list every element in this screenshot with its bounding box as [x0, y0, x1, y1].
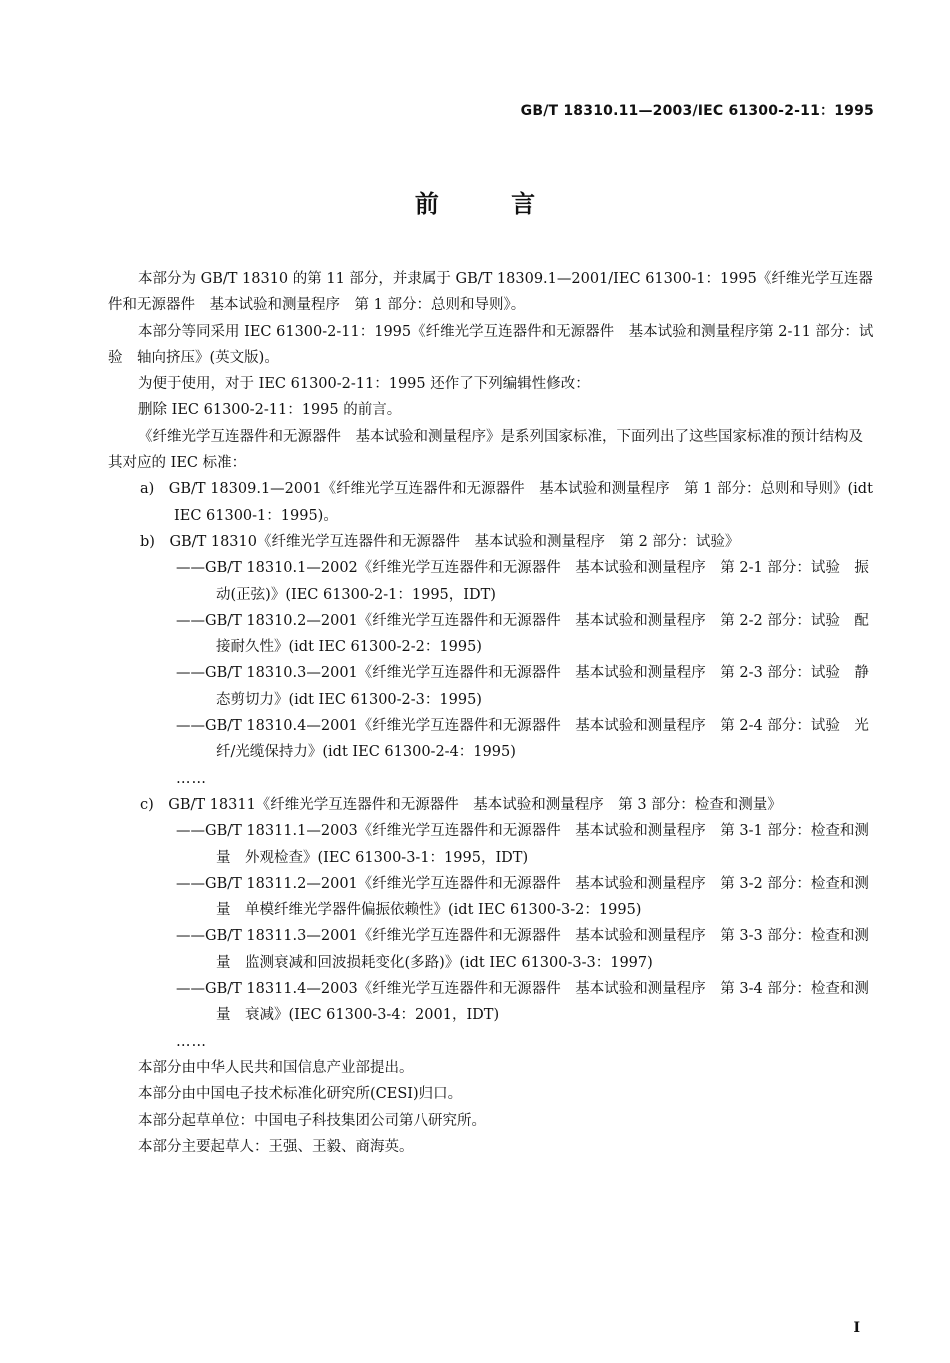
- list-item-c-1: ——GB/T 18311.1—2003《纤维光学互连器件和无源器件 基本试验和测量程序 第 3-1 部分：检查和测量 外观检查》(IEC 61300-3-1：1995，IDT): [176, 823, 869, 866]
- paragraph-2: 本部分等同采用 IEC 61300-2-11：1995《纤维光学互连器件和无源器件 基本试验和测量程序第 2-11 部分：试验 轴向挤压》(英文版)。: [108, 323, 874, 366]
- ellipsis-b: ……: [176, 770, 207, 787]
- closing-drafters: 本部分主要起草人：王强、王毅、商海英。: [138, 1138, 414, 1155]
- list-item-b: b) GB/T 18310《纤维光学互连器件和无源器件 基本试验和测量程序 第 2 部分：试验》: [140, 533, 740, 550]
- list-item-b-1: ——GB/T 18310.1—2002《纤维光学互连器件和无源器件 基本试验和测量程序 第 2-1 部分：试验 振动(正弦)》(IEC 61300-2-1：1995，IDT): [176, 560, 869, 603]
- list-item-b-2: ——GB/T 18310.2—2001《纤维光学互连器件和无源器件 基本试验和测量程序 第 2-2 部分：试验 配接耐久性》(idt IEC 61300-2-2：1995): [176, 612, 869, 656]
- paragraph-3: 为便于使用，对于 IEC 61300-2-11：1995 还作了下列编辑性修改：: [138, 376, 590, 393]
- ellipsis-c: ……: [176, 1033, 207, 1050]
- paragraph-1: 本部分为 GB/T 18310 的第 11 部分，并隶属于 GB/T 18309.1—2001/IEC 61300-1：1995《纤维光学互连器件和无源器件 基本试验和测量程序 第 1 部分：总则和导则》。: [108, 271, 873, 314]
- closing-drafting-unit: 本部分起草单位：中国电子科技集团公司第八研究所。: [138, 1112, 486, 1129]
- list-item-a: a) GB/T 18309.1—2001《纤维光学互连器件和无源器件 基本试验和测量程序 第 1 部分：总则和导则》(idt IEC 61300-1：1995)。: [140, 481, 873, 524]
- list-item-c-4: ——GB/T 18311.4—2003《纤维光学互连器件和无源器件 基本试验和测量程序 第 3-4 部分：检查和测量 衰减》(IEC 61300-3-4：2001，IDT): [176, 981, 869, 1024]
- list-item-b-3: ——GB/T 18310.3—2001《纤维光学互连器件和无源器件 基本试验和测量程序 第 2-3 部分：试验 静态剪切力》(idt IEC 61300-2-3：1995): [176, 665, 869, 708]
- standard-code: GB/T 18310.11—2003/IEC 61300-2-11：1995: [520, 103, 874, 119]
- closing-centralized: 本部分由中国电子技术标准化研究所(CESI)归口。: [138, 1086, 463, 1103]
- document-body: [108, 266, 874, 1160]
- list-item-c: c) GB/T 18311《纤维光学互连器件和无源器件 基本试验和测量程序 第 3 部分：检查和测量》: [140, 796, 782, 813]
- paragraph-4: 删除 IEC 61300-2-11：1995 的前言。: [138, 402, 402, 419]
- closing-proposer: 本部分由中华人民共和国信息产业部提出。: [138, 1059, 414, 1076]
- list-item-c-3: ——GB/T 18311.3—2001《纤维光学互连器件和无源器件 基本试验和测量程序 第 3-3 部分：检查和测量 监测衰减和回波损耗变化(多路)》(idt IEC 61300-3-3：1997): [176, 928, 869, 971]
- list-item-b-4: ——GB/T 18310.4—2001《纤维光学互连器件和无源器件 基本试验和测量程序 第 2-4 部分：试验 光纤/光缆保持力》(idt IEC 61300-2-4：1995): [176, 718, 869, 761]
- page-title: 前 言: [414, 190, 568, 218]
- page-number: I: [853, 1320, 860, 1336]
- paragraph-5: 《纤维光学互连器件和无源器件 基本试验和测量程序》是系列国家标准，下面列出了这些国家标准的预计结构及其对应的 IEC 标准：: [108, 428, 863, 472]
- list-item-c-2: ——GB/T 18311.2—2001《纤维光学互连器件和无源器件 基本试验和测量程序 第 3-2 部分：检查和测量 单模纤维光学器件偏振依赖性》(idt IEC 61300-3-2：1995): [176, 875, 869, 919]
